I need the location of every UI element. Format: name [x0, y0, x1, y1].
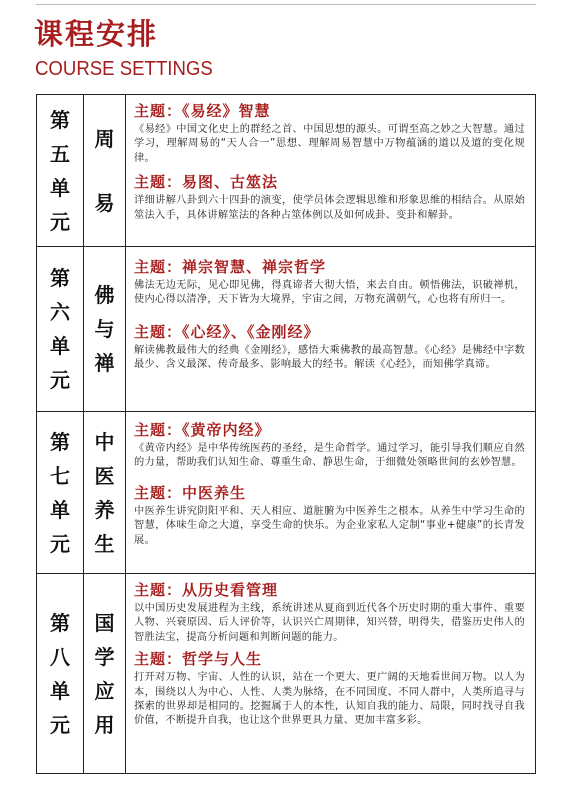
topic-description: 解读佛教最伟大的经典《金刚经》，感悟大乘佛教的最高智慧。《心经》是佛经中字数最少、含义最深、传奇最多、影响最大的经书。解读《心经》，而知佛学真谛。	[134, 344, 525, 371]
page-title-en: COURSE SETTINGS	[35, 58, 213, 80]
unit-content-cell	[126, 412, 535, 573]
unit-label-char: 第	[50, 107, 70, 132]
unit-label-char: 单	[50, 497, 70, 522]
unit-label-cell	[37, 412, 84, 573]
unit-content-cell	[126, 574, 535, 773]
unit-label-char: 元	[50, 712, 70, 737]
topic-block	[134, 580, 525, 645]
subject-label-cell	[84, 574, 126, 773]
topic-description: 打开对万物、宇宙、人性的认识，站在一个更大、更广阔的天地看世间万物。以人为本，围绕以人为中心、人性、人类为脉络，在不同国度、不同人群中，人类所追寻与探索的世界却是相同的。挖掘属于人的本性，认知自我的能力、局限，同时找寻自我价值，不断提升自我，也让这个世界更具力量、更加丰富多彩。	[134, 672, 525, 727]
topic-description: 中医养生讲究阴阳平和、天人相应、道脏腑为中医养生之根本。从养生中学习生命的智慧，体味生命之大道，享受生命的快乐。为企业家私人定制“事业+健康”的长青发展。	[134, 505, 525, 546]
topic-description: 以中国历史发展进程为主线，系统讲述从夏商到近代各个历史时期的重大事件、重要人物、兴衰原因、后人评价等，认识兴亡周期律，知兴替，明得失，借鉴历史伟人的智胜法宝，提高分析问题和判断问题的能力。	[134, 603, 525, 643]
top-divider	[36, 4, 536, 5]
subject-label-char: 中	[94, 429, 115, 454]
unit-label-cell	[37, 95, 84, 246]
unit-label-char: 元	[50, 531, 70, 556]
unit-label-char: 六	[50, 300, 70, 324]
unit-label-char: 元	[50, 209, 70, 234]
page-title-cn: 课程安排	[34, 17, 159, 51]
subject-label-char: 周	[94, 126, 115, 151]
topic-title: 主题：从历史看管理	[134, 581, 279, 599]
unit-label-char: 第	[50, 610, 70, 635]
unit-row-7	[37, 412, 535, 574]
topic-block	[134, 322, 525, 373]
subject-label-char: 禅	[94, 351, 115, 375]
subject-label-char: 应	[94, 678, 115, 703]
course-table	[36, 94, 536, 774]
subject-label-cell	[84, 95, 126, 246]
subject-label-cell	[84, 412, 126, 573]
topic-description: 《黄帝内经》是中华传统医药的圣经，是生命哲学。通过学习，能引导我们顺应自然的力量，帮助我们认知生命、尊重生命、静思生命，于细微处领略世间的玄妙智慧。	[134, 443, 525, 469]
unit-row-6	[37, 247, 535, 412]
topic-block	[134, 649, 525, 729]
topic-title: 主题：《黄帝内经》	[134, 421, 271, 439]
unit-label-char: 八	[50, 644, 70, 669]
topic-title: 主题：哲学与人生	[134, 650, 263, 669]
unit-label-char: 第	[50, 429, 70, 454]
unit-label-char: 单	[50, 175, 70, 200]
unit-label-char: 第	[50, 266, 70, 290]
topic-title: 主题：禅宗智慧、禅宗哲学	[134, 258, 327, 276]
topic-title: 主题：易图、古筮法	[134, 173, 279, 192]
unit-content-cell	[126, 95, 535, 246]
unit-row-8	[37, 574, 535, 773]
subject-label-char: 用	[94, 712, 115, 737]
topic-title: 主题：中医养生	[134, 483, 247, 502]
unit-content-cell	[126, 247, 535, 411]
unit-label-char: 元	[50, 368, 70, 392]
subject-label-char: 与	[94, 317, 115, 341]
topic-block	[134, 420, 525, 471]
subject-label-char: 国	[94, 610, 115, 635]
unit-label-char: 单	[50, 678, 70, 703]
unit-label-char: 七	[50, 463, 70, 488]
unit-label-char: 单	[50, 334, 70, 358]
topic-description: 《易经》中国文化史上的群经之首、中国思想的源头。可谓至高之妙之大智慧。通过学习，理解周易的“天人合一”思想、理解周易智慧中万物蕴涵的道以及道的变化规律。	[134, 124, 525, 164]
unit-row-5	[37, 95, 535, 247]
topic-title: 主题：《易经》智慧	[134, 102, 271, 120]
subject-label-cell	[84, 247, 126, 411]
subject-label-char: 学	[94, 644, 115, 669]
subject-label-char: 生	[94, 531, 115, 556]
topic-description: 详细讲解八卦到六十四卦的演变，使学员体会逻辑思维和形象思维的相结合。从原始筮法入手，具体讲解筮法的各种占筮体例以及如何成卦、变卦和解卦。	[134, 195, 525, 221]
unit-label-cell	[37, 247, 84, 411]
subject-label-char: 佛	[94, 283, 115, 307]
unit-label-cell	[37, 574, 84, 773]
topic-block	[134, 172, 525, 223]
topic-block	[134, 483, 525, 548]
subject-label-char: 医	[94, 463, 115, 488]
topic-description: 佛法无边无际，见心即见佛，得真谛者大彻大悟，来去自由。顿悟佛法，识破禅机，使内心得以清净，天下皆为大境界，宇宙之间，万物充满朝气，心也将有所归一。	[134, 280, 525, 306]
topic-block	[134, 257, 525, 308]
topic-title: 主题：《心经》、《金刚经》	[134, 322, 320, 341]
subject-label-char: 易	[94, 190, 115, 215]
subject-label-char: 养	[94, 497, 115, 522]
unit-label-char: 五	[50, 141, 70, 166]
topic-block	[134, 101, 525, 166]
